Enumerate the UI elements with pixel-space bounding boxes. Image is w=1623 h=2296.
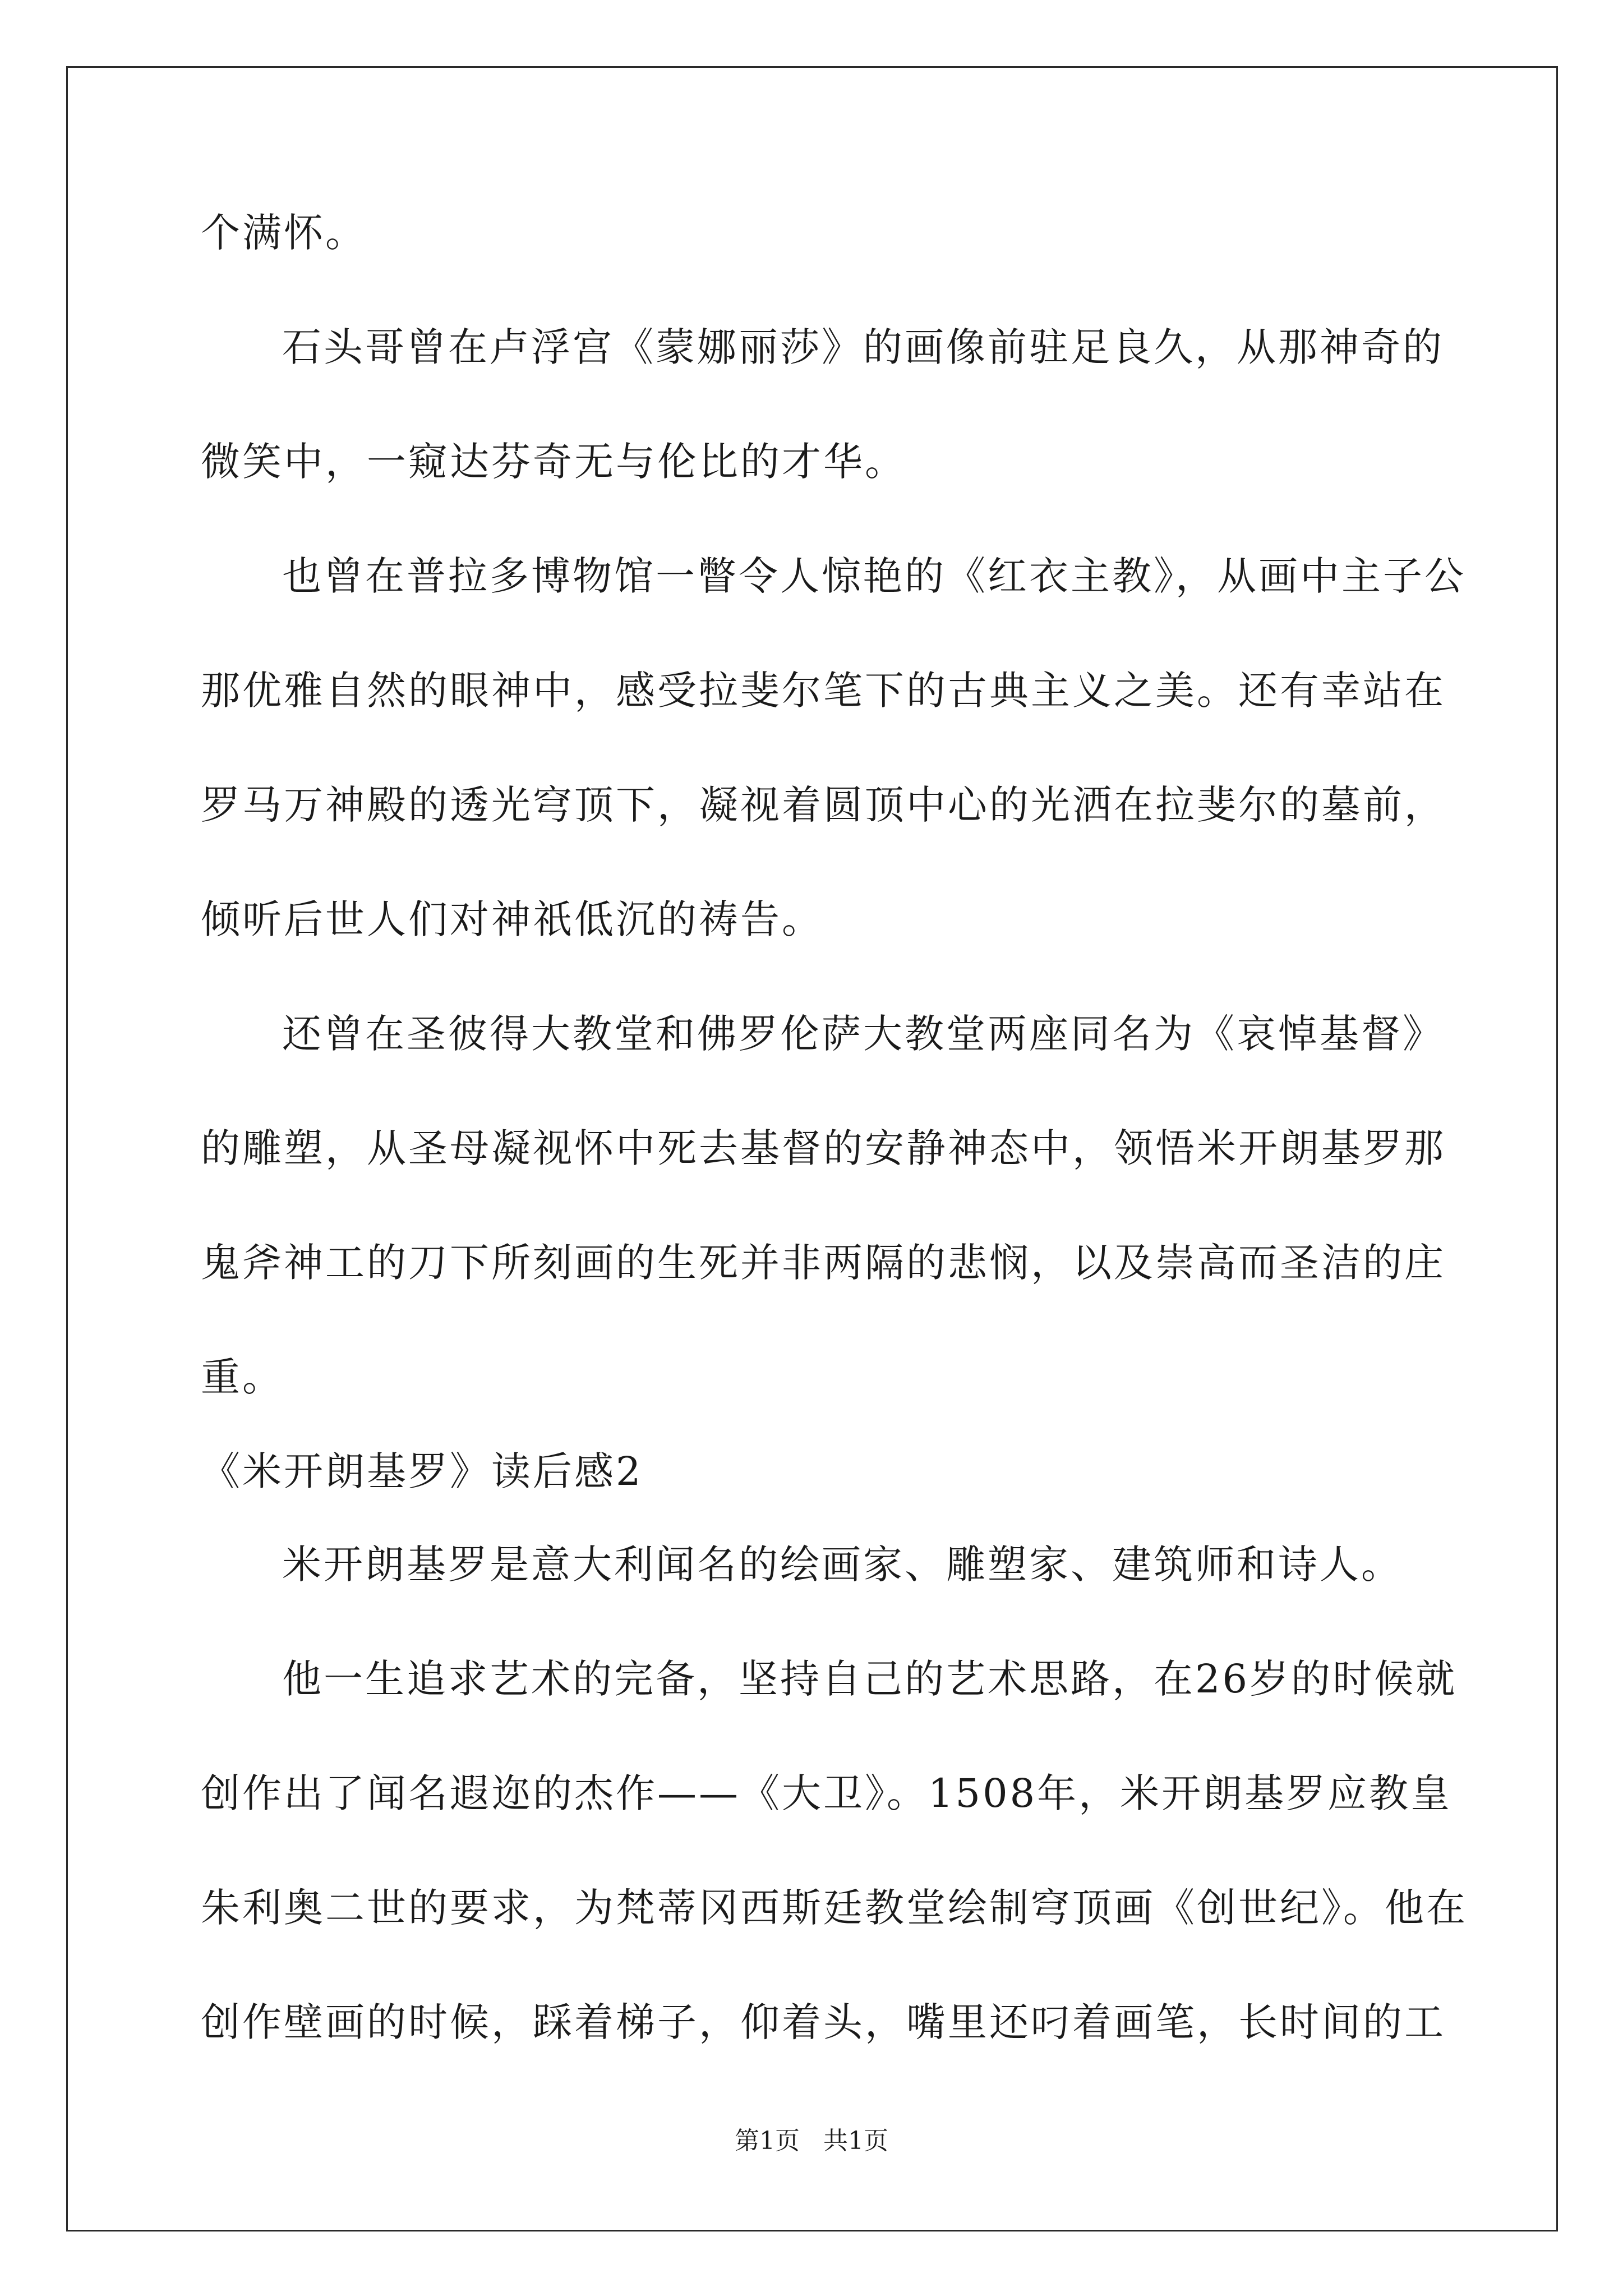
- text-line: 创作出了闻名遐迩的杰作——《大卫》。1508年，米开朗基罗应教皇: [201, 1770, 1453, 1816]
- text-line: 朱利奥二世的要求，为梵蒂冈西斯廷教堂绘制穹顶画《创世纪》。他在: [201, 1885, 1468, 1931]
- text-line: 倾听后世人们对神祇低沉的祷告。: [201, 896, 823, 942]
- text-line: 他一生追求艺术的完备，坚持自己的艺术思路，在26岁的时候就: [282, 1656, 1458, 1702]
- text-line: 还曾在圣彼得大教堂和佛罗伦萨大教堂两座同名为《哀悼基督》: [282, 1011, 1444, 1057]
- text-line: 个满怀。: [201, 210, 367, 256]
- text-line: 鬼斧神工的刀下所刻画的生死并非两隔的悲悯，以及崇高而圣洁的庄: [201, 1240, 1446, 1286]
- text-line: 石头哥曾在卢浮宫《蒙娜丽莎》的画像前驻足良久，从那神奇的: [282, 324, 1444, 370]
- text-line: 那优雅自然的眼神中，感受拉斐尔笔下的古典主义之美。还有幸站在: [201, 668, 1446, 714]
- text-line: 创作壁画的时候，踩着梯子，仰着头，嘴里还叼着画笔，长时间的工: [201, 1999, 1446, 2045]
- text-line: 重。: [201, 1354, 284, 1400]
- text-line: 的雕塑，从圣母凝视怀中死去基督的安静神态中，领悟米开朗基罗那: [201, 1125, 1446, 1171]
- text-line: 米开朗基罗是意大利闻名的绘画家、雕塑家、建筑师和诗人。: [282, 1542, 1403, 1588]
- text-line: 罗马万神殿的透光穹顶下，凝视着圆顶中心的光洒在拉斐尔的墓前，: [201, 782, 1446, 828]
- page-footer: 第1页 共1页: [735, 2127, 888, 2155]
- text-line: 微笑中，一窥达芬奇无与伦比的才华。: [201, 439, 906, 485]
- text-line: 也曾在普拉多博物馆一瞥令人惊艳的《红衣主教》，从画中主子公: [282, 553, 1466, 599]
- section-heading: 《米开朗基罗》读后感2: [201, 1448, 643, 1494]
